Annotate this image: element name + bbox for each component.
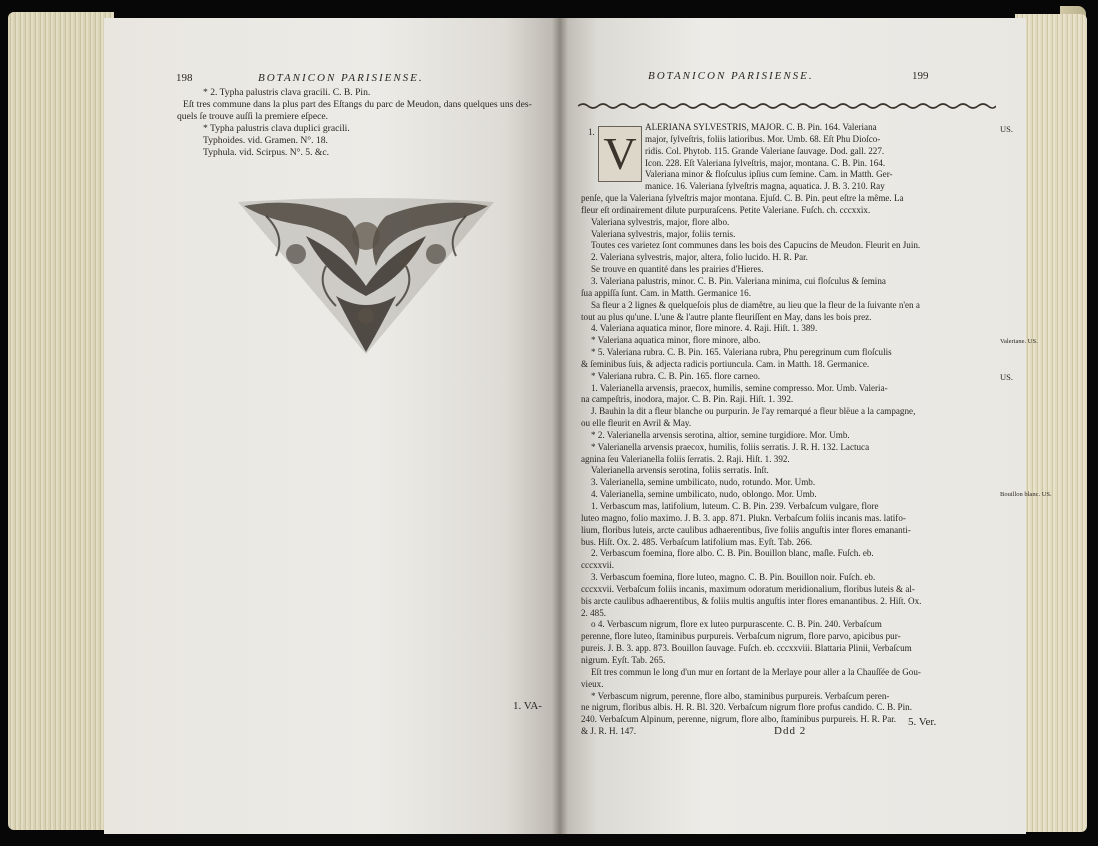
margin-note: Valeriane. US. bbox=[1000, 338, 1038, 345]
text-line: Icon. 228. Eſt Valeriana ſylveſtris, major, montana. C. B. Pin. 164. bbox=[645, 157, 886, 168]
text-line: cccxxvii. Verbaſcum foliis incanis, maximum odoratum meridionalium, floribus luteis & al- bbox=[581, 583, 915, 594]
text-line: 4. Valerianella, semine umbilicato, nudo, oblongo. Mor. Umb. bbox=[591, 489, 817, 500]
entry-number: 1. bbox=[588, 127, 595, 137]
floral-ornament bbox=[236, 196, 496, 356]
text-line: na campeſtris, inodora, major. C. B. Pin. Raji. Hiſt. 1. 392. bbox=[581, 394, 794, 405]
text-line: o 4. Verbascum nigrum, flore ex luteo purpurascente. C. B. Pin. 240. Verbaſcum bbox=[591, 619, 882, 630]
text-line: ne nigrum, floribus albis. H. R. Bl. 320. Verbaſcum nigrum flore profus candido. C. B. Pin. bbox=[581, 702, 912, 713]
margin-note: US. bbox=[1000, 124, 1013, 134]
text-line: 3. Valeriana palustris, minor. C. B. Pin. Valeriana minima, cui floſculus & ſemina bbox=[591, 275, 886, 286]
text-line: Sa fleur a 2 lignes & quelqueſois plus de diamêtre, au lieu que la fleur de la ſuivante n'en a bbox=[591, 299, 920, 310]
text-line: * 2. Typha palustris clava gracili. C. B. Pin. bbox=[203, 87, 371, 98]
text-line: 1. Valerianella arvensis, praecox, humilis, semine compresso. Mor. Umb. Valeria- bbox=[591, 382, 888, 393]
text-line: nigrum. Eyſt. Tab. 265. bbox=[581, 654, 666, 665]
text-line: ALERIANA SYLVESTRIS, MAJOR. C. B. Pin. 164. Valeriana bbox=[645, 122, 877, 132]
text-line: fleur eſt ordinairement dilute purpuraſcens. Petite Valeriane. Fuſch. ch. cccxxix. bbox=[581, 204, 871, 215]
text-line: * 2. Valerianella arvensis serotina, altior, semine turgidiore. Mor. Umb. bbox=[591, 429, 850, 440]
text-line: ou elle fleurit en Avril & May. bbox=[581, 418, 692, 429]
text-line: 2. Verbascum foemina, flore albo. C. B. Pin. Bouillon blanc, maſle. Fuſch. eb. bbox=[591, 548, 874, 559]
text-line: manice. 16. Valeriana ſylveſtris magna, aquatica. J. B. 3. 210. Ray bbox=[645, 181, 885, 192]
text-line: & ſeminibus ſuis, & adjecta radicis portiuncula. Cam. in Matth. 18. Germanice. bbox=[581, 358, 870, 369]
text-line: 2. Valeriana sylvestris, major, altera, folio lucido. H. R. Par. bbox=[591, 252, 808, 263]
text-line: * 5. Valeriana rubra. C. B. Pin. 165. Valeriana rubra, Phu peregrinum cum floſculis bbox=[591, 347, 892, 358]
left-catchword: 1. VA- bbox=[513, 700, 542, 712]
text-line: pureis. J. B. 3. app. 873. Bouillon ſauvage. Fuſch. eb. cccxxviii. Blattaria Plinii, Verbaſcum bbox=[581, 643, 912, 654]
text-line: major, ſylveſtris, foliis latioribus. Mor. Umb. 68. Eſt Phu Dioſco- bbox=[645, 133, 881, 144]
text-line: Toutes ces varietez ſont communes dans les bois des Capucins de Meudon. Fleurit en Juin. bbox=[591, 240, 921, 251]
left-body-text bbox=[177, 87, 552, 158]
signature-mark: Ddd 2 bbox=[774, 725, 807, 737]
text-line: luteo magno, folio maximo. J. B. 3. app. 871. Plukn. Verbaſcum foliis incanis mas. latifo- bbox=[581, 512, 906, 523]
left-page-number: 198 bbox=[176, 72, 193, 84]
text-line: 4. Valeriana aquatica minor, flore minore. 4. Raji. Hiſt. 1. 389. bbox=[591, 323, 818, 334]
text-line: penſe, que la Valeriana ſylveſtris major montana. Ejuſd. C. B. Pin. peut eſtre la même. La bbox=[581, 193, 904, 204]
text-line: bis arcte caulibus adhaerentibus, & foliis multis anguſtis inter flores emanantibus. 2. Hiſt. Ox. bbox=[581, 595, 922, 606]
text-line: Valerianella arvensis serotina, foliis serratis. Inſt. bbox=[591, 465, 769, 476]
text-line: * Valeriana rubra. C. B. Pin. 165. flore carneo. bbox=[591, 370, 761, 381]
text-line: * Typha palustris clava duplici gracili. bbox=[203, 122, 350, 134]
text-line: agnina ſeu Valerianella foliis ſerratis. 2. Raji. Hiſt. 1. 392. bbox=[581, 453, 790, 464]
text-line: Typhoides. vid. Gramen. N°. 18. bbox=[203, 134, 328, 146]
text-line: J. Bauhin la dit a fleur blanche ou purpurin. Je l'ay remarqué a fleur blëue a la campagne, bbox=[591, 406, 916, 417]
text-line: 1. Verbascum mas, latifolium, luteum. C. B. Pin. 239. Verbaſcum vulgare, flore bbox=[591, 501, 879, 511]
right-page-number: 199 bbox=[912, 70, 929, 82]
right-body-text bbox=[581, 122, 1001, 738]
text-line: Typhula. vid. Scirpus. N°. 5. &c. bbox=[203, 146, 330, 158]
text-line: tout au plus qu'une. L'une & l'autre plante fleuriſſent en May, dans les bois prez. bbox=[581, 311, 872, 322]
left-page-edges bbox=[8, 12, 114, 830]
text-line: Eſt tres commun le long d'un mur en ſortant de la Merlaye pour aller a la Chauſſée de Gou- bbox=[591, 666, 921, 677]
text-line: vieux. bbox=[581, 678, 604, 689]
text-line: * Valerianella arvensis praecox, humilis, foliis serratis. J. R. H. 132. Lactuca bbox=[591, 441, 870, 452]
text-line: Valeriana sylvestris, major, foliis ternis. bbox=[591, 228, 736, 239]
margin-note: US. bbox=[1000, 372, 1013, 382]
text-line: 3. Valerianella, semine umbilicato, nudo, rotundo. Mor. Umb. bbox=[591, 477, 816, 488]
initial-letter: V bbox=[603, 128, 637, 179]
text-line: Valeriana sylvestris, major, flore albo. bbox=[591, 216, 730, 227]
decorative-rule bbox=[578, 102, 996, 110]
text-line: bus. Hiſt. Ox. 2. 485. Verbaſcum latifolium mas. Eyſt. Tab. 266. bbox=[581, 536, 813, 547]
left-running-head: BOTANICON PARISIENSE. bbox=[258, 72, 424, 84]
text-line: * Valeriana aquatica minor, flore minore, albo. bbox=[591, 335, 761, 346]
text-line: & J. R. H. 147. bbox=[581, 726, 637, 737]
text-line: Eſt tres commune dans la plus part des Eſtangs du parc de Meudon, dans quelques uns des- bbox=[183, 98, 532, 110]
book-gutter bbox=[552, 18, 568, 834]
text-line: * Verbascum nigrum, perenne, flore albo, staminibus purpureis. Verbaſcum peren- bbox=[591, 690, 890, 701]
margin-note: Bouillon blanc. US. bbox=[1000, 491, 1052, 498]
text-line: Se trouve en quantité dans les prairies d'Hieres. bbox=[591, 264, 764, 275]
text-line: 2. 485. bbox=[581, 607, 607, 618]
text-line: quels ſe trouve auſſi la premiere eſpece. bbox=[177, 110, 329, 122]
text-line: Valeriana minor & floſculus ipſius cum ſemine. Cam. in Matth. Ger- bbox=[645, 169, 893, 180]
text-line: cccxxvii. bbox=[581, 560, 615, 571]
text-line: lium, floribus luteis, arcte caulibus adhaerentibus, ſive foliis anguſtis inter flores emananti- bbox=[581, 524, 911, 535]
text-line: ſua appiſſa ſunt. Cam. in Matth. Germanice 16. bbox=[581, 287, 751, 298]
right-running-head: BOTANICON PARISIENSE. bbox=[648, 70, 814, 82]
text-line: ridis. Col. Phytob. 115. Grande Valeriane ſauvage. Dod. gall. 227. bbox=[645, 145, 885, 156]
right-catchword: 5. Ver. bbox=[908, 716, 937, 728]
text-line: 3. Verbascum foemina, flore luteo, magno. C. B. Pin. Bouillon noir. Fuſch. eb. bbox=[591, 572, 876, 583]
text-line: perenne, flore luteo, ſtaminibus purpureis. Verbaſcum nigrum, flore parvo, apicibus pur- bbox=[581, 631, 901, 642]
text-line: 240. Verbaſcum Alpinum, perenne, nigrum, flore albo, ſtaminibus purpureis. H. R. Par. bbox=[581, 714, 897, 725]
